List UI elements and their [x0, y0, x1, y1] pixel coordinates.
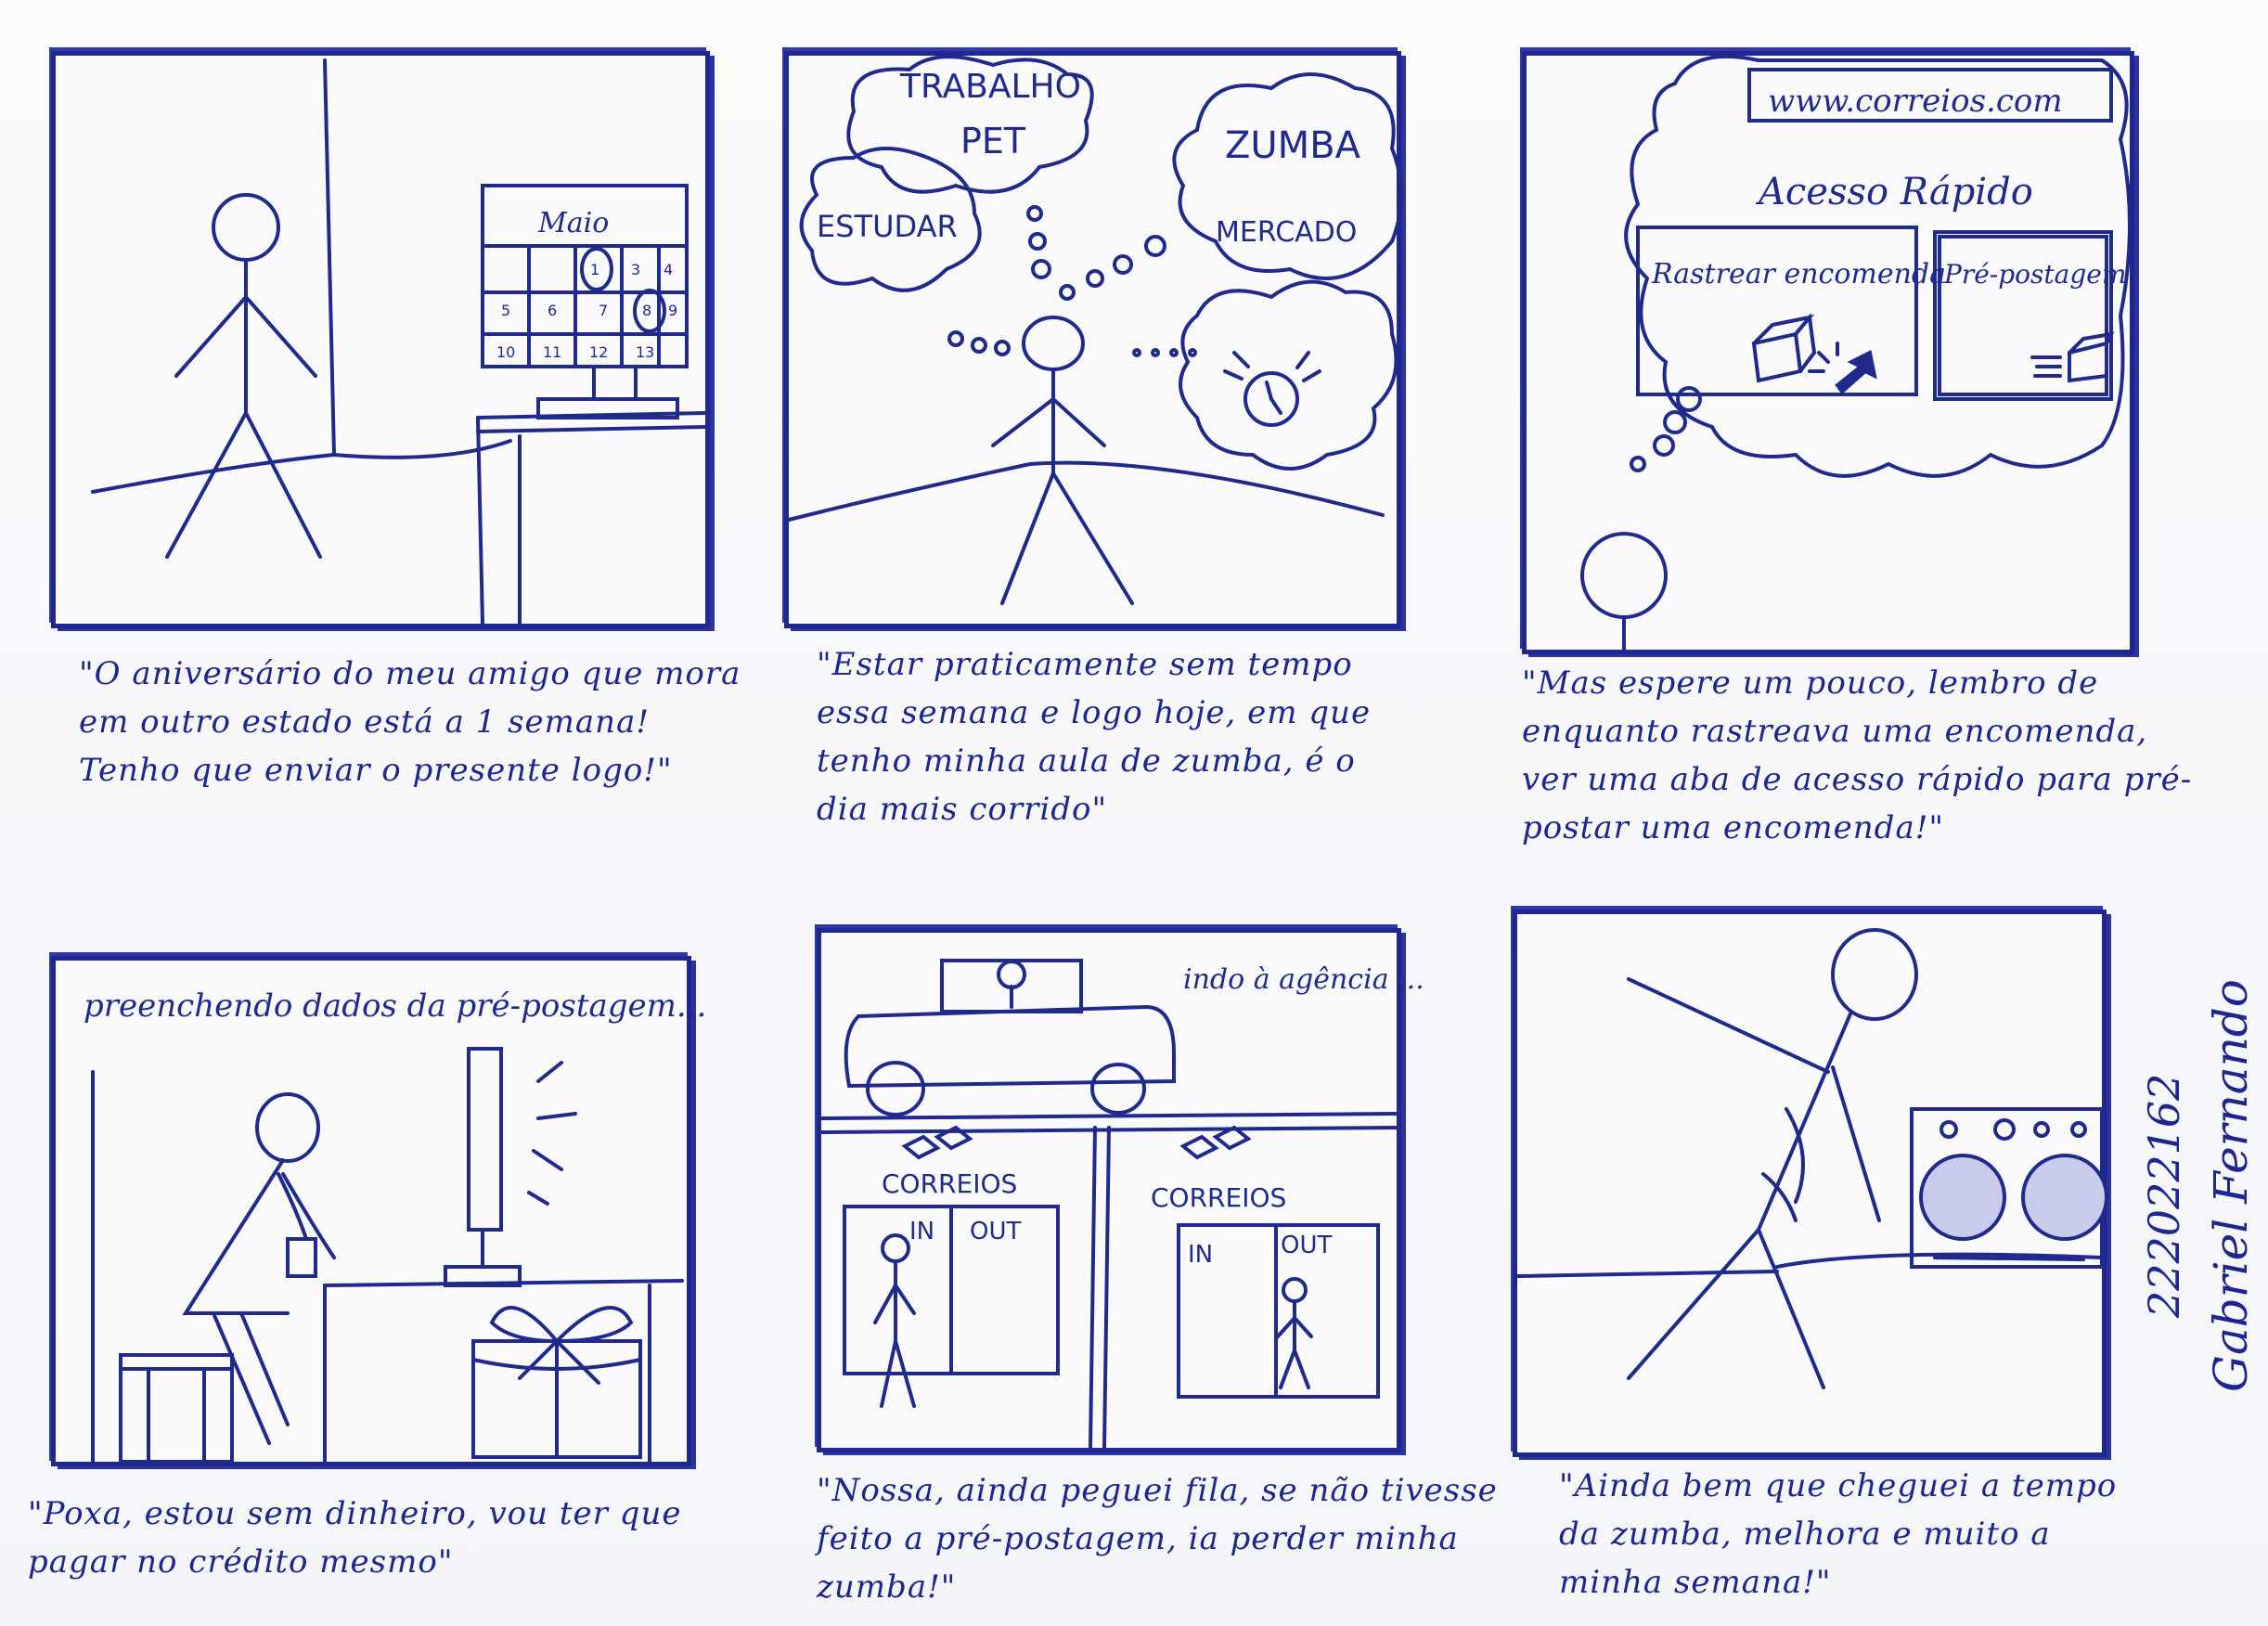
- panel-1-caption: "O aniversário do meu amigo que mora em outro estado está a 1 semana! Tenho que enviar o presente logo!": [79, 655, 741, 789]
- panel-4-heading: preenchendo dados da pré-postagem...: [84, 987, 707, 1025]
- door-in-left: IN: [909, 1218, 935, 1245]
- calendar-month: Maio: [538, 207, 610, 239]
- door-out-left: OUT: [970, 1218, 1022, 1245]
- thought-trabalho: TRABALHO: [900, 68, 1081, 106]
- thought-pet: PET: [960, 121, 1026, 161]
- quick-access-title: Acesso Rápido: [1759, 171, 2033, 213]
- option-pre-post[interactable]: Pré-postagem: [1944, 259, 2127, 290]
- panel-5-heading: indo à agência ...: [1183, 963, 1424, 996]
- panel-1-drawing: [56, 56, 705, 624]
- svg-text:4: 4: [664, 261, 674, 278]
- panel-6-drawing: [1517, 914, 2102, 1452]
- browser-url[interactable]: www.correios.com: [1768, 83, 2063, 120]
- panel-2-drawing: [789, 56, 1397, 624]
- panel-5-drawing: [821, 933, 1424, 1448]
- svg-text:1: 1: [590, 261, 600, 278]
- panel-1: [51, 51, 710, 628]
- option-track-package[interactable]: Rastrear encomenda: [1652, 258, 1947, 290]
- panel-4-drawing: [56, 961, 707, 1462]
- door-in-right: IN: [1188, 1241, 1214, 1269]
- panel-3-drawing: [1527, 56, 2130, 650]
- panel-6-caption: "Ainda bem que cheguei a tempo da zumba, melhora e muito a minha semana!": [1559, 1467, 2118, 1601]
- panel-5: [817, 928, 1424, 1452]
- svg-text:11: 11: [543, 343, 562, 361]
- svg-text:10: 10: [496, 343, 516, 361]
- svg-text:3: 3: [631, 261, 641, 278]
- svg-text:13: 13: [636, 343, 655, 361]
- author-id: 222022162: [2139, 1073, 2189, 1318]
- panel-3-caption: "Mas espere um pouco, lembro de enquanto rastreava uma encomenda, ver uma aba de acesso rápido para pré-postar uma encomenda!": [1522, 665, 2193, 846]
- panel-2-caption: "Estar praticamente sem tempo essa semana e logo hoje, em que tenho minha aula de zumba, é o dia mais corrido": [817, 646, 1372, 828]
- panel-3: [1522, 51, 2134, 654]
- door-out-right: OUT: [1281, 1232, 1333, 1259]
- svg-text:5: 5: [501, 302, 511, 319]
- thought-zumba: ZUMBA: [1225, 124, 1360, 167]
- calendar-days: [496, 261, 677, 361]
- svg-text:6: 6: [548, 302, 558, 319]
- svg-text:12: 12: [589, 343, 609, 361]
- panel-4: [51, 956, 707, 1466]
- svg-text:7: 7: [599, 302, 609, 319]
- panel-2: [784, 51, 1401, 628]
- panel-5-caption: "Nossa, ainda peguei fila, se não tivesse feito a pré-postagem, ia perder minha zumba!": [817, 1472, 1498, 1606]
- svg-text:8: 8: [642, 302, 652, 319]
- svg-text:9: 9: [668, 302, 678, 319]
- store-sign-left: CORREIOS: [882, 1168, 1018, 1199]
- author-name: Gabriel Fernando: [2204, 979, 2258, 1392]
- thought-mercado: MERCADO: [1216, 216, 1358, 249]
- store-sign-right: CORREIOS: [1151, 1182, 1287, 1213]
- panel-4-caption: "Poxa, estou sem dinheiro, vou ter que pagar no crédito mesmo": [28, 1495, 682, 1581]
- thought-estudar: ESTUDAR: [817, 209, 958, 244]
- panel-6: [1513, 910, 2107, 1457]
